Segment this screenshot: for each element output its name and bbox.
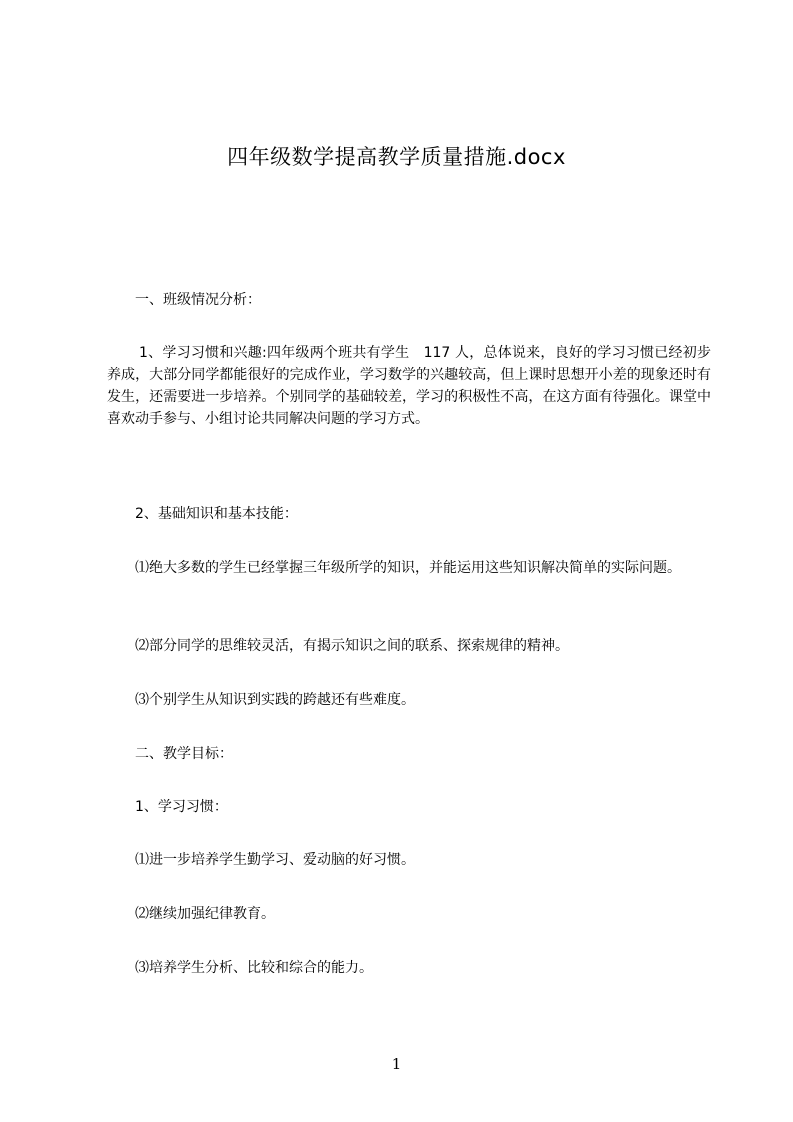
paragraph-learning-habits: 1、学习习惯和兴趣:四年级两个班共有学生 117 人，总体说来，良好的学习习惯已经初步养成，大部分同学都能很好的完成作业，学习数学的兴趣较高，但上课时思想开小差的现象还时有发生，还需要进一步培养。个别同学的基础较差，学习的积极性不高，在这方面有待强化。课堂中喜欢动手参与、小组讨论共同解决问题的学习方式。 [107,345,711,427]
paragraph-item-1: ⑴绝大多数的学生已经掌握三年级所学的知识，并能运用这些知识解决简单的实际问题。 [135,560,681,576]
habit-item-2: ⑵继续加强纪律教育。 [135,906,275,922]
section-heading-2: 二、教学目标： [135,746,233,762]
habit-item-3: ⑶培养学生分析、比较和综合的能力。 [135,960,373,976]
page-number: 1 [391,1055,402,1073]
document-title: 四年级数学提高教学质量措施.docx [227,145,566,169]
habit-item-1: ⑴进一步培养学生勤学习、爱动脑的好习惯。 [135,852,415,868]
paragraph-item-3: ⑶个别学生从知识到实践的跨越还有些难度。 [135,692,415,708]
section-heading-1: 一、班级情况分析： [135,292,261,308]
subheading-study-habits: 1、学习习惯： [135,799,228,815]
paragraph-item-2: ⑵部分同学的思维较灵活，有揭示知识之间的联系、探索规律的精神。 [135,638,569,654]
subheading-basic-skills: 2、基础知识和基本技能： [135,506,298,522]
